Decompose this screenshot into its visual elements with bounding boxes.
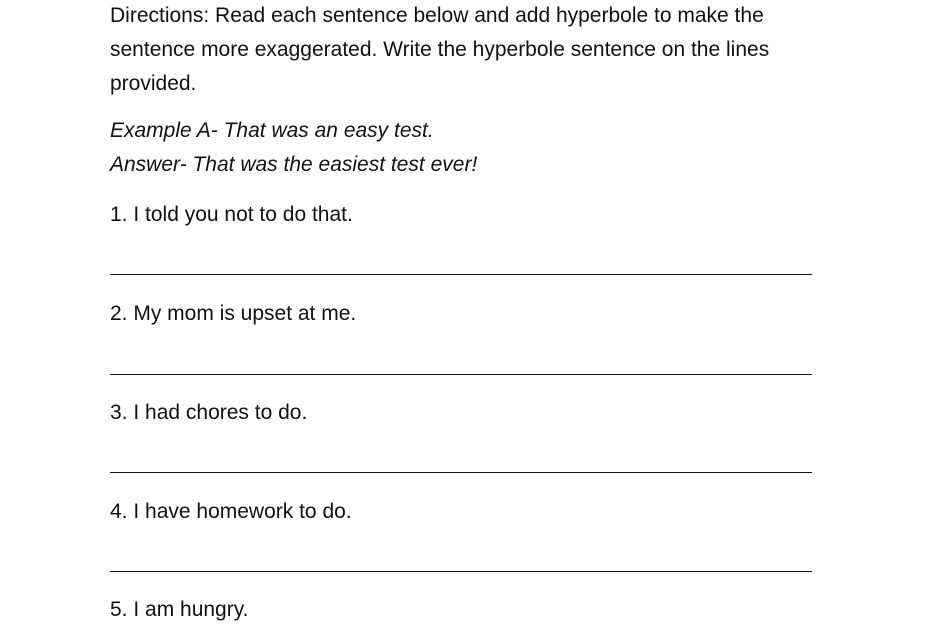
question-2: 2. My mom is upset at me. [110,302,357,325]
answer-line-3[interactable] [110,472,812,473]
answer-line-4[interactable] [110,571,812,572]
answer-line-2[interactable] [110,374,812,375]
example-answer: Answer- That was the easiest test ever! [110,153,478,176]
question-3: 3. I had chores to do. [110,401,308,424]
question-5: 5. I am hungry. [110,598,249,621]
directions-text: Directions: Read each sentence below and add hyperbole to make the sentence more exaggerated. Write the hyperbole sentence on the lines provided. [110,4,770,95]
answer-line-1[interactable] [110,274,812,275]
example-prompt: Example A- That was an easy test. [110,119,434,142]
question-1: 1. I told you not to do that. [110,203,353,226]
question-4: 4. I have homework to do. [110,500,352,523]
